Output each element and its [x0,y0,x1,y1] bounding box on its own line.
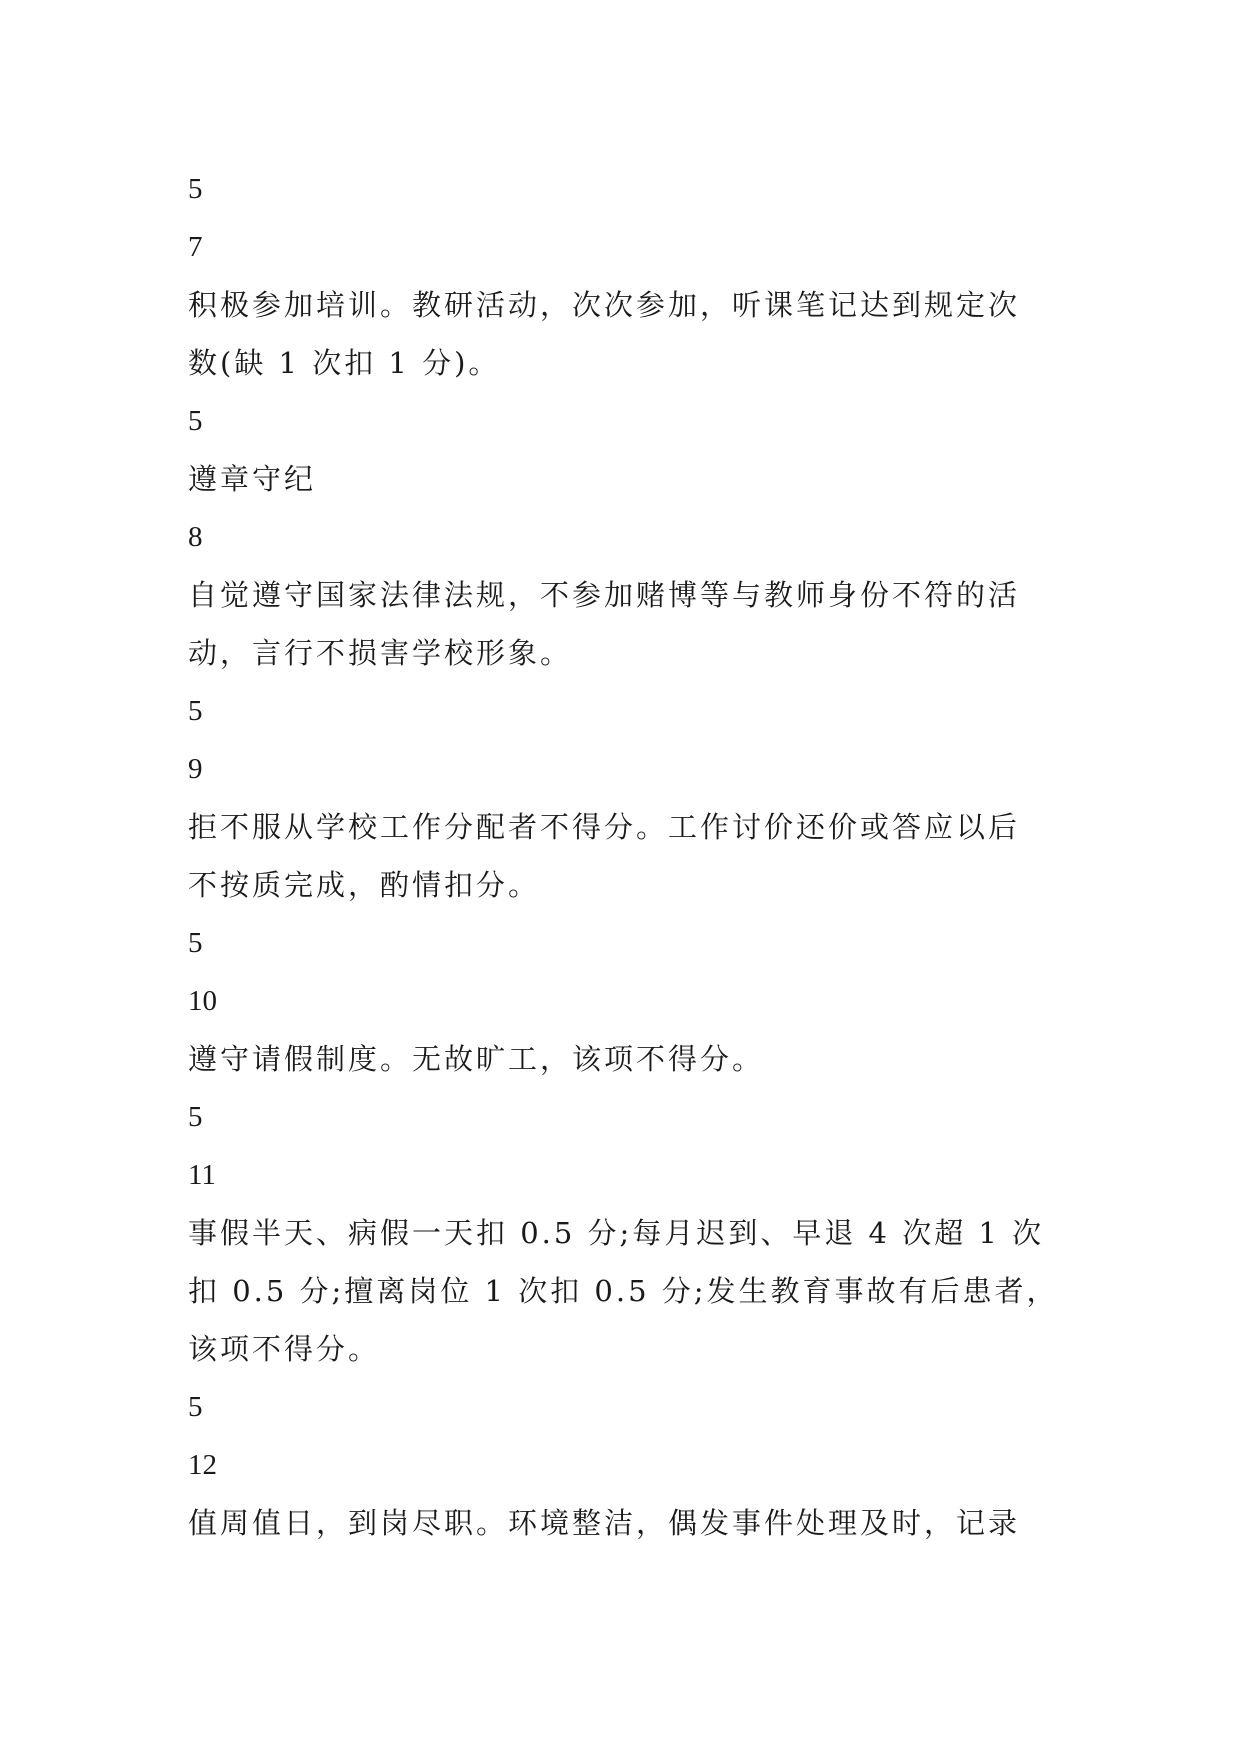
score-value: 5 [188,695,203,727]
item-number: 9 [188,753,203,785]
score-value: 5 [188,405,203,437]
item-description: 事假半天、病假一天扣 0.5 分;每月迟到、早退 4 次超 1 次 [188,1216,1045,1250]
section-heading: 遵章守纪 [188,462,317,496]
score-value: 5 [188,1391,203,1423]
item-number: 8 [188,521,203,553]
item-description: 拒不服从学校工作分配者不得分。工作讨价还价或答应以后 [188,810,1021,844]
score-value: 5 [188,927,203,959]
document-body [188,160,1068,1552]
item-description: 扣 0.5 分;擅离岗位 1 次扣 0.5 分;发生教育事故有后患者， [188,1274,1059,1308]
item-description: 动，言行不损害学校形象。 [188,636,573,670]
score-value: 5 [188,1101,203,1133]
item-description: 值周值日，到岗尽职。环境整洁，偶发事件处理及时，记录 [188,1506,1021,1540]
item-number: 11 [188,1159,216,1191]
item-number: 12 [188,1449,217,1481]
item-description: 该项不得分。 [188,1332,381,1366]
item-number: 10 [188,985,217,1017]
item-description: 遵守请假制度。无故旷工，该项不得分。 [188,1042,765,1076]
item-description: 数(缺 1 次扣 1 分)。 [188,346,501,380]
item-description: 自觉遵守国家法律法规，不参加赌博等与教师身份不符的活 [188,578,1021,612]
item-number: 7 [188,231,203,263]
item-description: 积极参加培训。教研活动，次次参加，听课笔记达到规定次 [188,288,1021,322]
score-value: 5 [188,173,203,205]
item-description: 不按质完成，酌情扣分。 [188,868,541,902]
